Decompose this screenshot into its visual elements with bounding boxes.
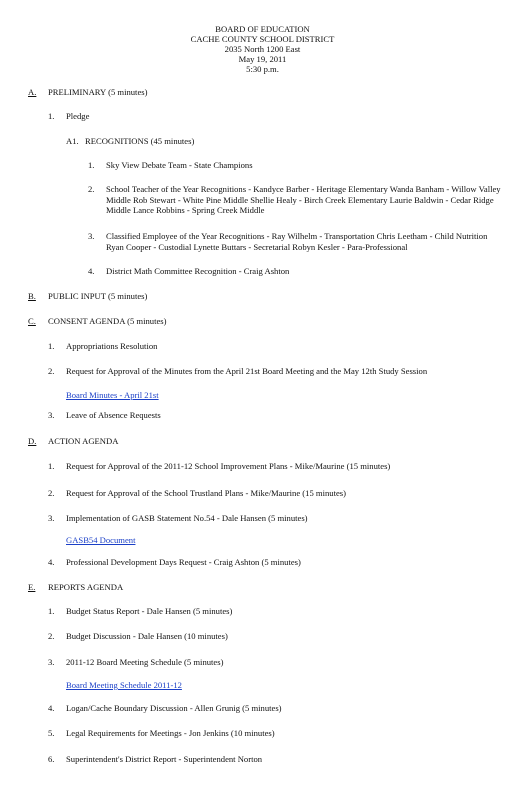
- recognition-2-number: 2.: [88, 184, 95, 194]
- section-c-item-3: Leave of Absence Requests: [66, 410, 161, 420]
- section-c-item-3-number: 3.: [48, 410, 55, 420]
- section-d-item-4-number: 4.: [48, 557, 55, 567]
- subsection-a1-label: A1.: [66, 136, 79, 146]
- section-e-item-1: Budget Status Report - Dale Hansen (5 minutes): [66, 606, 233, 616]
- section-e-item-2-number: 2.: [48, 631, 55, 641]
- section-d-item-1: Request for Approval of the 2011-12 School Improvement Plans - Mike/Maurine (15 minutes): [66, 461, 391, 471]
- section-c-item-1: Appropriations Resolution: [66, 341, 158, 351]
- section-a-letter: A.: [28, 87, 37, 97]
- section-d-item-1-number: 1.: [48, 461, 55, 471]
- section-e-item-2: Budget Discussion - Dale Hansen (10 minutes): [66, 631, 228, 641]
- section-d-letter: D.: [28, 436, 37, 446]
- recognition-1: Sky View Debate Team - State Champions: [106, 160, 253, 170]
- section-c-letter: C.: [28, 316, 36, 326]
- section-e-item-5-number: 5.: [48, 728, 55, 738]
- section-d-item-3: Implementation of GASB Statement No.54 - Dale Hansen (5 minutes): [66, 513, 308, 523]
- header-board: BOARD OF EDUCATION: [215, 24, 310, 34]
- section-d-item-2: Request for Approval of the School Trustland Plans - Mike/Maurine (15 minutes): [66, 488, 346, 498]
- board-minutes-link[interactable]: Board Minutes - April 21st: [66, 390, 159, 400]
- section-e-item-4-number: 4.: [48, 703, 55, 713]
- recognition-4: District Math Committee Recognition - Craig Ashton: [106, 266, 290, 276]
- section-d-item-2-number: 2.: [48, 488, 55, 498]
- section-e-item-1-number: 1.: [48, 606, 55, 616]
- section-b-letter: B.: [28, 291, 36, 301]
- recognition-3-number: 3.: [88, 231, 95, 241]
- board-meeting-schedule-link[interactable]: Board Meeting Schedule 2011-12: [66, 680, 182, 690]
- section-e-item-3: 2011-12 Board Meeting Schedule (5 minutes): [66, 657, 224, 667]
- section-a-title: PRELIMINARY (5 minutes): [48, 87, 148, 97]
- section-e-item-5: Legal Requirements for Meetings - Jon Jenkins (10 minutes): [66, 728, 275, 738]
- subsection-a1-title: RECOGNITIONS (45 minutes): [85, 136, 195, 146]
- section-b-title: PUBLIC INPUT (5 minutes): [48, 291, 148, 301]
- section-e-item-6-number: 6.: [48, 754, 55, 764]
- section-a-item-1: Pledge: [66, 111, 90, 121]
- header-district: CACHE COUNTY SCHOOL DISTRICT: [190, 34, 335, 44]
- section-d-item-4: Professional Development Days Request - Craig Ashton (5 minutes): [66, 557, 301, 567]
- header-time: 5:30 p.m.: [246, 64, 279, 74]
- recognition-3: Classified Employee of the Year Recognitions - Ray Wilhelm - Transportation Chris Leetham - Child Nutrition Ryan Cooper - Custodial Lynette Buttars - Secretarial Robyn Kesler - Para-Professional: [106, 231, 488, 252]
- section-d-item-3-number: 3.: [48, 513, 55, 523]
- section-e-letter: E.: [28, 582, 36, 592]
- gasb54-document-link[interactable]: GASB54 Document: [66, 535, 136, 545]
- section-e-item-6: Superintendent's District Report - Superintendent Norton: [66, 754, 263, 764]
- recognition-2: School Teacher of the Year Recognitions - Kandyce Barber - Heritage Elementary Wanda Banham - Willow Valley Middle Rob Stewart - White Pine Middle Shellie Healy - Birch Creek Elementary Laurie Baldwin - Cedar Ridge Middle Lance Robbins - Spring Creek Middle: [106, 184, 501, 215]
- recognition-4-number: 4.: [88, 266, 95, 276]
- section-c-item-1-number: 1.: [48, 341, 55, 351]
- section-d-title: ACTION AGENDA: [48, 436, 119, 446]
- header-address: 2035 North 1200 East: [224, 44, 301, 54]
- recognition-1-number: 1.: [88, 160, 95, 170]
- section-e-item-4: Logan/Cache Boundary Discussion - Allen Grunig (5 minutes): [66, 703, 282, 713]
- header-date: May 19, 2011: [238, 54, 287, 64]
- section-c-title: CONSENT AGENDA (5 minutes): [48, 316, 167, 326]
- section-c-item-2-number: 2.: [48, 366, 55, 376]
- section-e-title: REPORTS AGENDA: [48, 582, 124, 592]
- section-a-item-1-number: 1.: [48, 111, 55, 121]
- section-c-item-2: Request for Approval of the Minutes from the April 21st Board Meeting and the May 12th Study Session: [66, 366, 428, 376]
- section-e-item-3-number: 3.: [48, 657, 55, 667]
